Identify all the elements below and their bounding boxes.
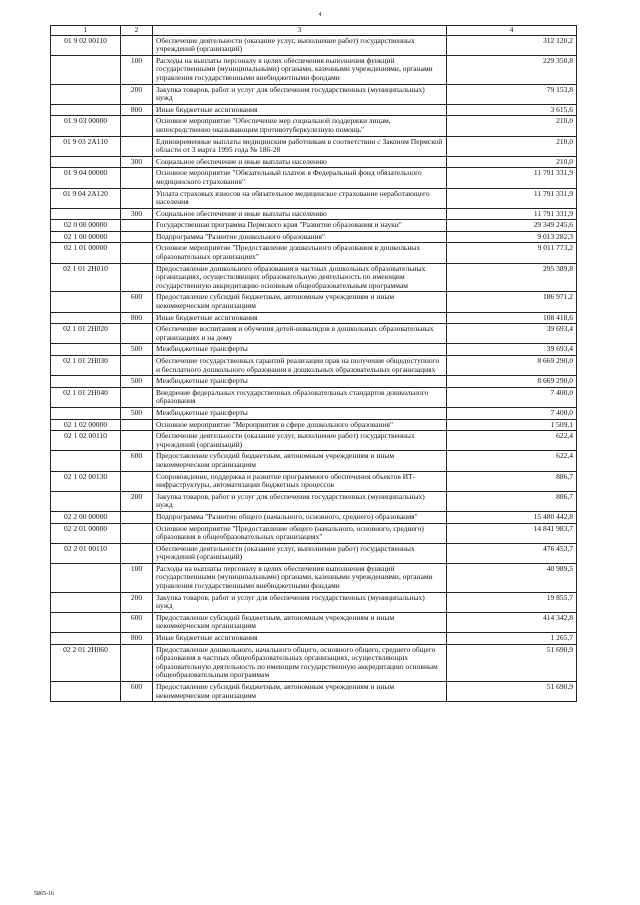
cell-expense-type: [121, 511, 153, 523]
cell-item-name: Подпрограмма "Развитие дошкольного образования": [153, 231, 447, 243]
cell-expense-type: [121, 431, 153, 451]
cell-target-code: [51, 451, 121, 471]
cell-expense-type: 500: [121, 344, 153, 356]
cell-target-code: [51, 682, 121, 702]
table-row: [51, 451, 577, 471]
cell-item-name: Закупка товаров, работ и услуг для обеспечения государственных (муниципальных) нужд: [153, 592, 447, 612]
cell-target-code: [51, 376, 121, 388]
cell-expense-type: 600: [121, 292, 153, 312]
table-row: [51, 682, 577, 702]
cell-item-name: Предоставление субсидий бюджетным, автономным учреждениям и иным некоммерческим организациям: [153, 292, 447, 312]
table-row: [51, 35, 577, 55]
cell-amount: 29 349 245,6: [447, 220, 577, 232]
table-row: [51, 168, 577, 188]
cell-item-name: Основное мероприятие "Обязательный платеж в Федеральный фонд обязательного медицинского страхования": [153, 168, 447, 188]
table-row: [51, 633, 577, 645]
table-row: [51, 431, 577, 451]
cell-item-name: Предоставление дошкольного, начального общего, основного общего, среднего общего образования в частных общеобразовательных организациях, осуществляющих образовательную деятельность по имеющим государственную аккредитацию основным общеобразовательным программам: [153, 644, 447, 681]
cell-item-name: Предоставление субсидий бюджетным, автономным учреждениям и иным некоммерческим организациям: [153, 682, 447, 702]
table-row: [51, 563, 577, 592]
cell-expense-type: [121, 324, 153, 344]
cell-expense-type: [121, 116, 153, 136]
cell-amount: 9 011 773,2: [447, 243, 577, 263]
cell-expense-type: 800: [121, 312, 153, 324]
table-row: [51, 419, 577, 431]
table-row: [51, 387, 577, 407]
table-row: [51, 612, 577, 632]
cell-item-name: Основное мероприятие "Обеспечение мер социальной поддержки лицам, непосредственно оказывающим противотуберкулезную помощь": [153, 116, 447, 136]
cell-target-code: [51, 344, 121, 356]
cell-target-code: 01 9 03 2А110: [51, 136, 121, 156]
cell-target-code: [51, 407, 121, 419]
cell-item-name: Закупка товаров, работ и услуг для обеспечения государственных (муниципальных) нужд: [153, 491, 447, 511]
cell-amount: 79 153,8: [447, 84, 577, 104]
cell-item-name: Иные бюджетные ассигнования: [153, 633, 447, 645]
cell-target-code: 01 9 04 00000: [51, 168, 121, 188]
cell-amount: 14 841 983,7: [447, 523, 577, 543]
cell-expense-type: 200: [121, 592, 153, 612]
page-number: 4: [318, 12, 322, 18]
cell-item-name: Иные бюджетные ассигнования: [153, 312, 447, 324]
cell-amount: 7 400,0: [447, 387, 577, 407]
cell-amount: 476 453,7: [447, 543, 577, 563]
cell-target-code: 01 9 03 00000: [51, 116, 121, 136]
cell-target-code: 02 1 01 2Н040: [51, 387, 121, 407]
cell-item-name: Социальное обеспечение и иные выплаты населению: [153, 208, 447, 220]
cell-target-code: [51, 55, 121, 84]
cell-expense-type: 800: [121, 104, 153, 116]
cell-expense-type: 200: [121, 84, 153, 104]
cell-target-code: 01 9 04 2А120: [51, 188, 121, 208]
table-row: [51, 116, 577, 136]
cell-target-code: [51, 84, 121, 104]
cell-item-name: Предоставление субсидий бюджетным, автономным учреждениям и иным некоммерческим организациям: [153, 612, 447, 632]
cell-amount: 229 350,8: [447, 55, 577, 84]
cell-target-code: [51, 491, 121, 511]
cell-amount: 886,7: [447, 491, 577, 511]
table-row: [51, 376, 577, 388]
table-row: [51, 344, 577, 356]
cell-item-name: Обеспечение воспитания и обучения детей-инвалидов в дошкольных образовательных организациях и на дому: [153, 324, 447, 344]
cell-item-name: Обеспечение деятельности (оказание услуг, выполнение работ) государственных учреждений (организаций): [153, 35, 447, 55]
cell-expense-type: [121, 543, 153, 563]
cell-target-code: [51, 592, 121, 612]
cell-amount: 3 615,6: [447, 104, 577, 116]
table-row: [51, 104, 577, 116]
cell-expense-type: 300: [121, 208, 153, 220]
table-row: [51, 188, 577, 208]
table-row: [51, 644, 577, 681]
cell-target-code: [51, 563, 121, 592]
table-row: [51, 407, 577, 419]
cell-amount: 210,0: [447, 156, 577, 168]
cell-expense-type: [121, 263, 153, 292]
cell-target-code: [51, 208, 121, 220]
cell-amount: 8 669 290,0: [447, 376, 577, 388]
cell-target-code: 02 1 01 2Н010: [51, 263, 121, 292]
cell-target-code: 02 0 00 00000: [51, 220, 121, 232]
table-row: [51, 324, 577, 344]
cell-item-name: Государственная программа Пермского края "Развитие образования и науки": [153, 220, 447, 232]
cell-expense-type: 800: [121, 633, 153, 645]
footer-code: 5865-16: [34, 891, 54, 897]
cell-expense-type: 100: [121, 55, 153, 84]
cell-item-name: Предоставление дошкольного образования в частных дошкольных образовательных организациях, осуществляющих образовательную деятельность по имеющим государственную аккредитацию основным общеобразовательным программам: [153, 263, 447, 292]
cell-item-name: Уплата страховых взносов на обязательное медицинское страхование неработающего населения: [153, 188, 447, 208]
table-body: [51, 35, 577, 702]
cell-amount: 15 480 442,8: [447, 511, 577, 523]
column-header-amount: 4: [447, 26, 577, 36]
cell-amount: 51 690,9: [447, 644, 577, 681]
cell-target-code: 02 2 01 2Н060: [51, 644, 121, 681]
column-header-expense-type: 2: [121, 26, 153, 36]
cell-expense-type: 600: [121, 682, 153, 702]
cell-item-name: Иные бюджетные ассигнования: [153, 104, 447, 116]
cell-amount: 210,0: [447, 136, 577, 156]
cell-amount: 622,4: [447, 431, 577, 451]
cell-target-code: 02 1 02 00110: [51, 431, 121, 451]
budget-table: [50, 25, 577, 702]
cell-expense-type: [121, 644, 153, 681]
cell-amount: 19 855,7: [447, 592, 577, 612]
cell-amount: 886,7: [447, 471, 577, 491]
cell-expense-type: [121, 136, 153, 156]
cell-expense-type: [121, 35, 153, 55]
table-row: [51, 231, 577, 243]
cell-item-name: Закупка товаров, работ и услуг для обеспечения государственных (муниципальных) нужд: [153, 84, 447, 104]
cell-amount: 39 693,4: [447, 324, 577, 344]
column-header-code: 1: [51, 26, 121, 36]
cell-target-code: 02 2 01 00110: [51, 543, 121, 563]
cell-expense-type: [121, 387, 153, 407]
table-row: [51, 263, 577, 292]
cell-amount: 11 791 331,9: [447, 208, 577, 220]
cell-amount: 295 389,8: [447, 263, 577, 292]
column-header-name: 3: [153, 26, 447, 36]
cell-item-name: Межбюджетные трансферты: [153, 344, 447, 356]
table-row: [51, 55, 577, 84]
table-row: [51, 312, 577, 324]
cell-target-code: 02 1 01 00000: [51, 243, 121, 263]
cell-target-code: [51, 633, 121, 645]
cell-item-name: Подпрограмма "Развитие общего (начального, основного, среднего) образования": [153, 511, 447, 523]
cell-item-name: Обеспечение деятельности (оказание услуг, выполнение работ) государственных учреждений (организаций): [153, 431, 447, 451]
cell-amount: 1 265,7: [447, 633, 577, 645]
cell-amount: 11 791 331,9: [447, 188, 577, 208]
cell-expense-type: 300: [121, 156, 153, 168]
cell-target-code: 02 1 02 00130: [51, 471, 121, 491]
cell-expense-type: 600: [121, 451, 153, 471]
cell-expense-type: [121, 523, 153, 543]
cell-target-code: 02 1 02 00000: [51, 419, 121, 431]
cell-amount: 108 418,6: [447, 312, 577, 324]
cell-amount: 11 791 331,9: [447, 168, 577, 188]
cell-amount: 312 120,2: [447, 35, 577, 55]
table-row: [51, 471, 577, 491]
cell-item-name: Основное мероприятие "Предоставление общего (начального, основного, среднего) образования в общеобразовательных организациях": [153, 523, 447, 543]
cell-expense-type: [121, 243, 153, 263]
cell-expense-type: [121, 231, 153, 243]
cell-expense-type: 500: [121, 407, 153, 419]
table-row: [51, 136, 577, 156]
table-row: [51, 208, 577, 220]
cell-amount: 622,4: [447, 451, 577, 471]
table-row: [51, 523, 577, 543]
cell-item-name: Социальное обеспечение и иные выплаты населению: [153, 156, 447, 168]
cell-expense-type: 100: [121, 563, 153, 592]
cell-target-code: [51, 104, 121, 116]
table-row: [51, 292, 577, 312]
cell-expense-type: 600: [121, 612, 153, 632]
table-row: [51, 491, 577, 511]
cell-expense-type: [121, 356, 153, 376]
cell-amount: 186 971,2: [447, 292, 577, 312]
table-row: [51, 543, 577, 563]
table-row: [51, 592, 577, 612]
cell-amount: 8 669 290,0: [447, 356, 577, 376]
cell-item-name: Единовременные выплаты медицинским работникам в соответствии с Законом Пермской области от 3 марта 1995 года № 186-28: [153, 136, 447, 156]
cell-item-name: Межбюджетные трансферты: [153, 376, 447, 388]
cell-target-code: 02 2 01 00000: [51, 523, 121, 543]
cell-target-code: [51, 156, 121, 168]
cell-target-code: 02 1 01 2Н020: [51, 324, 121, 344]
cell-expense-type: [121, 168, 153, 188]
cell-expense-type: 500: [121, 376, 153, 388]
cell-expense-type: [121, 471, 153, 491]
cell-expense-type: 200: [121, 491, 153, 511]
cell-item-name: Сопровождение, поддержка и развитие программного обеспечения объектов ИТ-инфраструктуры, автоматизации бюджетных процессов: [153, 471, 447, 491]
cell-target-code: [51, 312, 121, 324]
cell-target-code: [51, 292, 121, 312]
table-row: [51, 511, 577, 523]
cell-item-name: Обеспечение государственных гарантий реализации прав на получение общедоступного и бесплатного дошкольного образования в дошкольных образовательных организациях: [153, 356, 447, 376]
cell-target-code: 02 1 00 00000: [51, 231, 121, 243]
cell-amount: 7 400,0: [447, 407, 577, 419]
cell-expense-type: [121, 419, 153, 431]
cell-item-name: Основное мероприятие "Мероприятия в сфере дошкольного образования": [153, 419, 447, 431]
cell-item-name: Расходы на выплаты персоналу в целях обеспечения выполнения функций государственными (муниципальными) органами, казенными учреждениями, органами управления государственными внебюджетными фондами: [153, 563, 447, 592]
table-row: [51, 243, 577, 263]
cell-amount: 39 693,4: [447, 344, 577, 356]
cell-target-code: 02 2 00 00000: [51, 511, 121, 523]
cell-expense-type: [121, 220, 153, 232]
cell-expense-type: [121, 188, 153, 208]
cell-item-name: Основное мероприятие "Предоставление дошкольного образования в дошкольных образовательных организациях": [153, 243, 447, 263]
cell-amount: 9 013 282,3: [447, 231, 577, 243]
table-row: [51, 220, 577, 232]
table-row: [51, 356, 577, 376]
cell-amount: 51 690,9: [447, 682, 577, 702]
cell-amount: 210,0: [447, 116, 577, 136]
cell-amount: 1 509,1: [447, 419, 577, 431]
cell-item-name: Межбюджетные трансферты: [153, 407, 447, 419]
cell-item-name: Обеспечение деятельности (оказание услуг, выполнение работ) государственных учреждений (организаций): [153, 543, 447, 563]
cell-amount: 414 342,8: [447, 612, 577, 632]
table-header-row: [51, 26, 577, 36]
cell-target-code: [51, 612, 121, 632]
cell-item-name: Расходы на выплаты персоналу в целях обеспечения выполнения функций государственными (муниципальными) органами, казенными учреждениями, органами управления государственными внебюджетными фондами: [153, 55, 447, 84]
cell-target-code: 01 9 02 00110: [51, 35, 121, 55]
table-row: [51, 156, 577, 168]
cell-item-name: Внедрение федеральных государственных образовательных стандартов дошкольного образования: [153, 387, 447, 407]
cell-item-name: Предоставление субсидий бюджетным, автономным учреждениям и иным некоммерческим организациям: [153, 451, 447, 471]
table-row: [51, 84, 577, 104]
cell-target-code: 02 1 01 2Н030: [51, 356, 121, 376]
cell-amount: 40 989,5: [447, 563, 577, 592]
